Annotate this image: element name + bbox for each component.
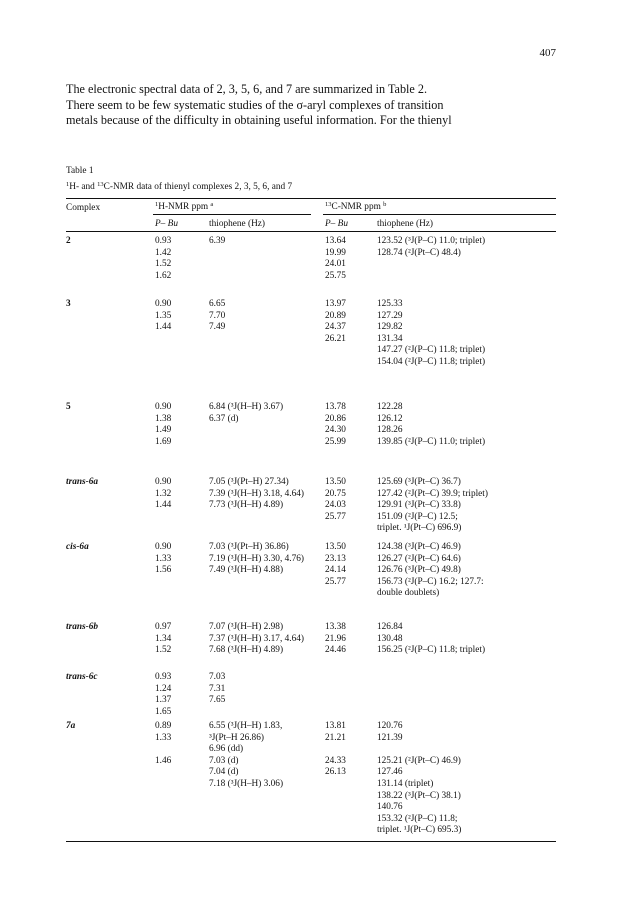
- cell-line: 24.14: [325, 565, 346, 576]
- header-thiophene: thiophene (Hz): [209, 219, 266, 229]
- cell-line: 13.81: [325, 721, 346, 731]
- cell-line: 129.82: [377, 322, 403, 333]
- c-pbu-cell: [325, 477, 346, 523]
- c-pbu-cell: [325, 542, 346, 588]
- cell-line: 21.21: [325, 732, 346, 743]
- cell-line: 1.65: [155, 706, 172, 717]
- cell-line: 131.14 (triplet): [377, 778, 434, 789]
- cell-line: 7.03 (³J(Pt–H) 36.86): [209, 542, 289, 552]
- c-pbu-cell: [325, 721, 346, 779]
- cell-line: 25.75: [325, 270, 346, 281]
- h-thio-cell: [209, 236, 225, 248]
- cell-line: 13.64: [325, 236, 346, 246]
- cell-line: 156.25 (²J(P–C) 11.8; triplet): [377, 645, 486, 656]
- c-thio-cell: [377, 622, 485, 657]
- cell-line: 7.68 (³J(H–H) 4.89): [209, 645, 284, 656]
- c-pbu-cell: [325, 236, 346, 282]
- page-number: 407: [539, 47, 556, 59]
- cell-line: 20.75: [325, 488, 346, 499]
- header-c-nmr-text: C-NMR ppm: [331, 202, 381, 212]
- h-thio-cell: [209, 721, 283, 791]
- cell-line: 20.89: [325, 310, 346, 321]
- table-title-part: H- and: [69, 182, 98, 192]
- cell-line: triplet. ¹J(Pt–C) 695.3): [377, 825, 462, 836]
- h-pbu-cell: [155, 622, 171, 657]
- superscript: 13: [325, 201, 332, 208]
- cell-line: 13.97: [325, 299, 346, 309]
- h-thio-cell: [209, 622, 304, 657]
- cell-line: 126.12: [377, 413, 403, 424]
- cell-line: 13.50: [325, 542, 346, 552]
- cell-line: 1.52: [155, 645, 172, 656]
- h-thio-cell: [209, 477, 304, 512]
- complex-label: 3: [66, 299, 71, 309]
- footnote-mark: a: [210, 201, 214, 208]
- cell-line: 7.03 (d): [209, 755, 239, 766]
- complex-label: cis-6a: [66, 542, 89, 552]
- h-pbu-cell: [155, 402, 171, 448]
- cell-line: 1.35: [155, 310, 172, 321]
- cell-line: 7.03: [209, 672, 226, 682]
- cell-line: 128.74 (²J(Pt–C) 48.4): [377, 247, 461, 258]
- cell-line: 1.44: [155, 322, 172, 333]
- cell-line: triplet. ¹J(Pt–C) 696.9): [377, 523, 462, 534]
- cell-line: 1.49: [155, 425, 172, 436]
- header-c-nmr: [325, 201, 386, 213]
- cell-line: 0.90: [155, 542, 172, 552]
- cell-line: 26.13: [325, 767, 346, 778]
- cell-line: 7.49 (³J(H–H) 4.88): [209, 565, 284, 576]
- complex-label: 2: [66, 236, 71, 246]
- cell-line: 1.33: [155, 732, 172, 743]
- cell-line: 1.52: [155, 259, 172, 270]
- cell-line: 7.73 (³J(H–H) 4.89): [209, 500, 284, 511]
- superscript: 1: [66, 181, 70, 188]
- cell-line: 0.97: [155, 622, 172, 632]
- cell-line: 6.37 (d): [209, 413, 239, 424]
- complex-label: trans-6a: [66, 477, 99, 487]
- cell-line: 6.96 (dd): [209, 744, 244, 755]
- c-pbu-cell: [325, 622, 346, 657]
- cell-line: [325, 744, 346, 756]
- c-thio-cell: [377, 721, 461, 837]
- cell-line: 25.77: [325, 576, 346, 587]
- header-complex: Complex: [66, 203, 101, 213]
- cell-line: 126.84: [377, 622, 403, 632]
- header-p-bu-c: P– Bu: [325, 219, 348, 229]
- cell-line: 124.38 (³J(Pt–C) 46.9): [377, 542, 461, 552]
- cell-line: 140.76: [377, 802, 403, 813]
- cell-line: 7.19 (³J(H–H) 3.30, 4.76): [209, 553, 304, 564]
- cell-line: 127.29: [377, 310, 403, 321]
- h-thio-cell: [209, 402, 283, 425]
- cell-line: 24.03: [325, 500, 346, 511]
- cell-line: 1.33: [155, 553, 172, 564]
- header-h-nmr-rule: [153, 214, 311, 215]
- cell-line: 13.50: [325, 477, 346, 487]
- cell-line: 122.28: [377, 402, 403, 412]
- cell-line: 6.39: [209, 236, 226, 246]
- cell-line: 24.33: [325, 755, 346, 766]
- cell-line: 156.73 (²J(P–C) 16.2; 127.7:: [377, 576, 484, 587]
- cell-line: 24.37: [325, 322, 346, 333]
- cell-line: 7.18 (³J(H–H) 3.06): [209, 778, 284, 789]
- footnote-mark: b: [383, 201, 387, 208]
- cell-line: 19.99: [325, 247, 346, 258]
- cell-line: 6.84 (³J(H–H) 3.67): [209, 402, 284, 412]
- cell-line: 7.65: [209, 695, 226, 706]
- cell-line: 1.24: [155, 683, 172, 694]
- cell-line: 1.44: [155, 500, 172, 511]
- header-c-nmr-rule: [323, 214, 556, 215]
- cell-line: 125.33: [377, 299, 403, 309]
- superscript: 13: [97, 181, 104, 188]
- table-bottom-rule: [66, 841, 556, 842]
- cell-line: 23.13: [325, 553, 346, 564]
- cell-line: 138.22 (³J(Pt–C) 38.1): [377, 790, 461, 801]
- table-caption: Table 1: [66, 166, 94, 176]
- cell-line: 147.27 (²J(P–C) 11.8; triplet): [377, 345, 486, 356]
- cell-line: 6.55 (³J(H–H) 1.83,: [209, 721, 283, 731]
- cell-line: 7.49: [209, 322, 226, 333]
- h-pbu-cell: [155, 672, 171, 718]
- cell-line: 1.62: [155, 270, 172, 281]
- table-top-rule: [66, 198, 556, 199]
- cell-line: 125.21 (²J(Pt–C) 46.9): [377, 755, 461, 766]
- h-thio-cell: [209, 542, 304, 577]
- cell-line: 0.93: [155, 236, 172, 246]
- cell-line: 1.34: [155, 633, 172, 644]
- h-pbu-cell: [155, 236, 171, 282]
- c-thio-cell: [377, 477, 488, 535]
- intro-line: metals because of the difficulty in obtaining useful information. For the thienyl: [66, 113, 452, 127]
- cell-line: 25.99: [325, 436, 346, 447]
- cell-line: 0.90: [155, 299, 172, 309]
- cell-line: 26.21: [325, 333, 346, 344]
- c-thio-cell: [377, 236, 485, 259]
- h-thio-cell: [209, 672, 225, 707]
- table-title: [66, 181, 292, 194]
- cell-line: 126.27 (²J(Pt–C) 64.6): [377, 553, 461, 564]
- cell-line: 7.05 (³J(Pt–H) 27.34): [209, 477, 289, 487]
- cell-line: 25.77: [325, 511, 346, 522]
- cell-line: 6.65: [209, 299, 226, 309]
- cell-line: 139.85 (²J(P–C) 11.0; triplet): [377, 436, 486, 447]
- header-h-nmr: [155, 201, 213, 213]
- cell-line: 153.32 (²J(P–C) 11.8;: [377, 813, 458, 824]
- header-p-bu: P– Bu: [155, 219, 178, 229]
- cell-line: 121.39: [377, 732, 403, 743]
- cell-line: 129.91 (³J(Pt–C) 33.8): [377, 500, 461, 511]
- cell-line: 1.37: [155, 695, 172, 706]
- h-pbu-cell: [155, 721, 171, 767]
- cell-line: double doublets): [377, 588, 440, 599]
- h-thio-cell: [209, 299, 225, 334]
- cell-line: 128.26: [377, 425, 403, 436]
- complex-label: trans-6b: [66, 622, 99, 632]
- c-thio-cell: [377, 402, 485, 448]
- cell-line: 151.09 (²J(P–C) 12.5;: [377, 511, 458, 522]
- cell-line: 1.56: [155, 565, 172, 576]
- cell-line: 7.04 (d): [209, 767, 239, 778]
- table-header-rule: [66, 231, 556, 232]
- cell-line: 24.01: [325, 259, 346, 270]
- cell-line: 24.30: [325, 425, 346, 436]
- header-h-nmr-text: H-NMR ppm: [158, 202, 209, 212]
- cell-line: 7.31: [209, 683, 226, 694]
- cell-line: 0.93: [155, 672, 172, 682]
- cell-line: 13.78: [325, 402, 346, 412]
- cell-line: 20.86: [325, 413, 346, 424]
- cell-line: 24.46: [325, 645, 346, 656]
- cell-line: 0.90: [155, 477, 172, 487]
- cell-line: 1.38: [155, 413, 172, 424]
- header-thiophene-c: thiophene (Hz): [377, 219, 434, 229]
- superscript: 1: [155, 201, 159, 208]
- c-pbu-cell: [325, 402, 346, 448]
- cell-line: 7.39 (³J(H–H) 3.18, 4.64): [209, 488, 304, 499]
- h-pbu-cell: [155, 542, 171, 577]
- cell-line: 130.48: [377, 633, 403, 644]
- cell-line: 1.46: [155, 755, 172, 766]
- cell-line: 126.76 (³J(Pt–C) 49.8): [377, 565, 461, 576]
- intro-line: The electronic spectral data of 2, 3, 5, 6, and 7 are summarized in Table 2.: [66, 82, 428, 96]
- cell-line: 0.90: [155, 402, 172, 412]
- cell-line: 127.46: [377, 767, 403, 778]
- c-thio-cell: [377, 542, 484, 600]
- complex-label: trans-6c: [66, 672, 98, 682]
- cell-line: 21.96: [325, 633, 346, 644]
- cell-line: [155, 744, 171, 756]
- intro-line: There seem to be few systematic studies of the σ-aryl complexes of transition: [66, 97, 444, 112]
- cell-line: [377, 744, 461, 756]
- cell-line: 154.04 (²J(P–C) 11.8; triplet): [377, 356, 486, 367]
- cell-line: ³J(Pt–H 26.86): [209, 732, 264, 743]
- cell-line: 7.07 (³J(H–H) 2.98): [209, 622, 284, 632]
- table-title-part: C-NMR data of thienyl complexes 2, 3, 5, 6, and 7: [103, 182, 293, 192]
- cell-line: 0.89: [155, 721, 172, 731]
- cell-line: 125.69 (³J(Pt–C) 36.7): [377, 477, 461, 487]
- cell-line: 1.69: [155, 436, 172, 447]
- h-pbu-cell: [155, 477, 171, 512]
- cell-line: 7.37 (³J(H–H) 3.17, 4.64): [209, 633, 304, 644]
- c-pbu-cell: [325, 299, 346, 345]
- cell-line: 120.76: [377, 721, 403, 731]
- cell-line: 131.34: [377, 333, 403, 344]
- c-thio-cell: [377, 299, 485, 369]
- h-pbu-cell: [155, 299, 171, 334]
- cell-line: 127.42 (²J(Pt–C) 39.9; triplet): [377, 488, 488, 499]
- cell-line: 13.38: [325, 622, 346, 632]
- cell-line: 1.32: [155, 488, 172, 499]
- complex-label: 5: [66, 402, 71, 412]
- cell-line: 123.52 (³J(P–C) 11.0; triplet): [377, 236, 486, 246]
- intro-paragraph: [66, 82, 558, 129]
- complex-label: 7a: [66, 721, 76, 731]
- cell-line: 1.42: [155, 247, 172, 258]
- cell-line: 7.70: [209, 310, 226, 321]
